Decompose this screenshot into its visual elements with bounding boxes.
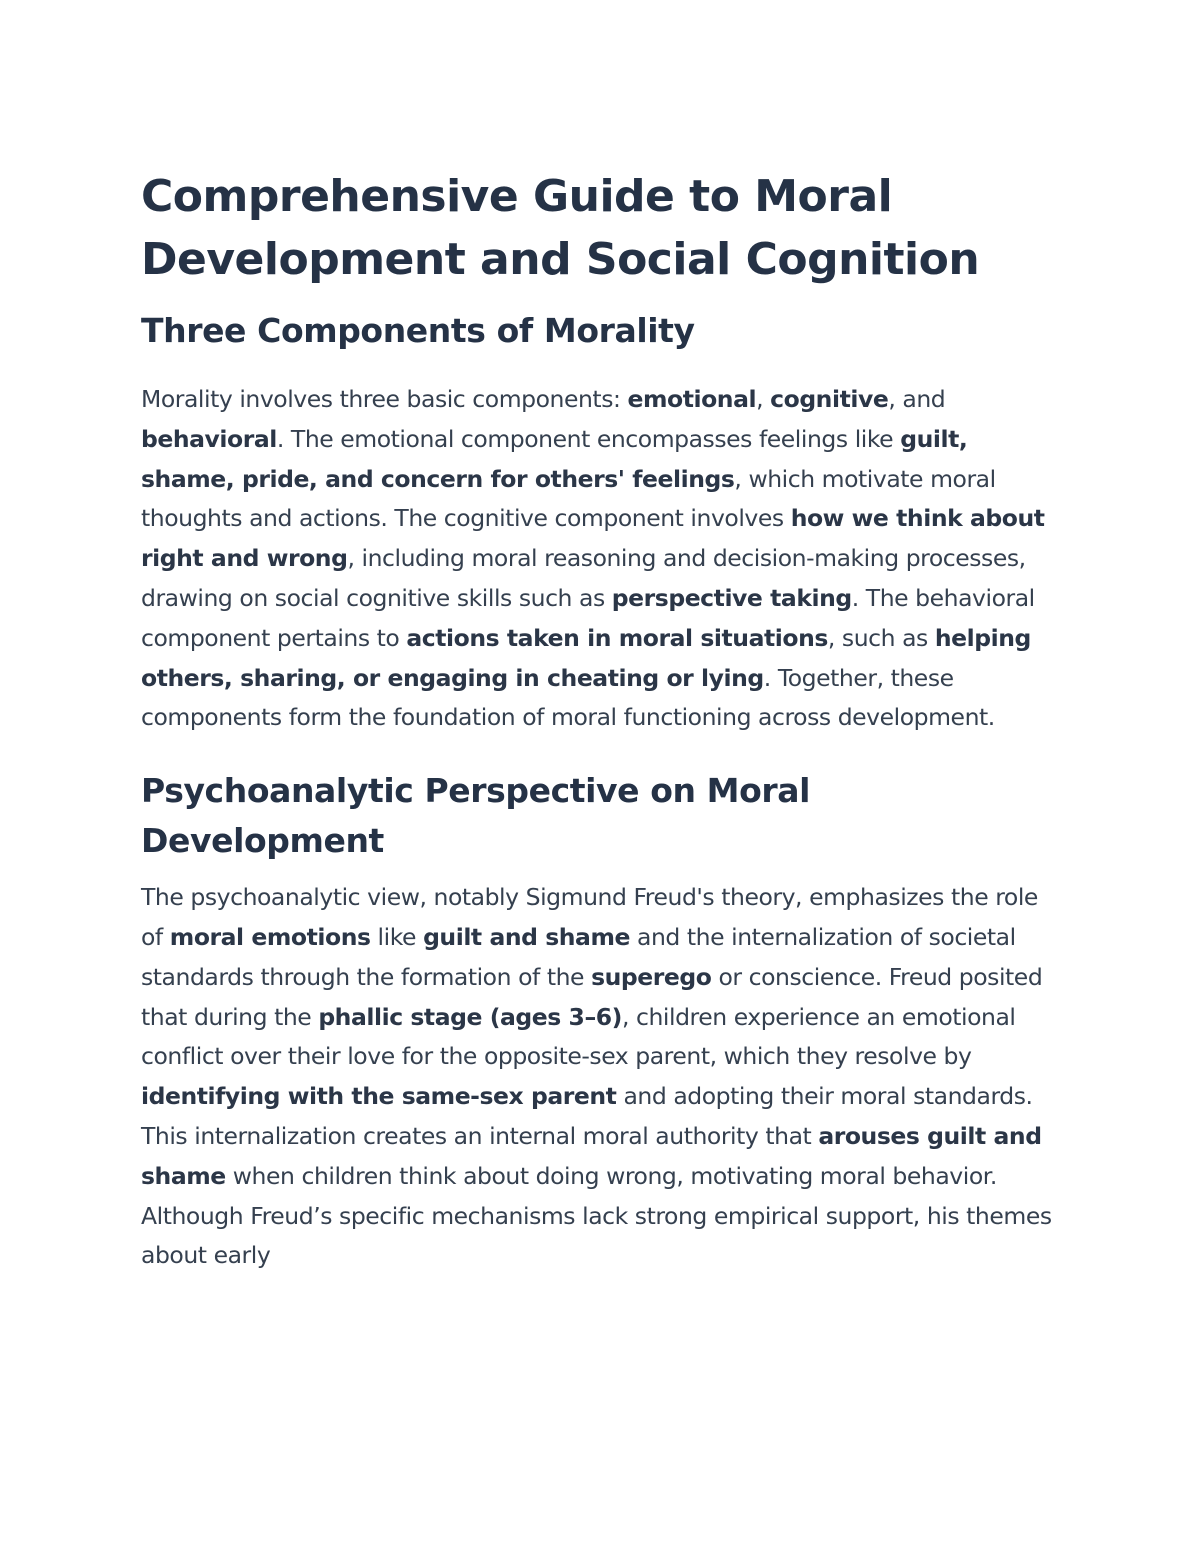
emphasis-text: guilt, shame, pride, and concern for others' feelings xyxy=(141,424,968,493)
emphasis-text: arouses guilt and shame xyxy=(141,1121,1042,1190)
emphasis-text: perspective taking xyxy=(611,583,852,612)
body-text: . Together, these components form the foundation of moral functioning across development. xyxy=(141,663,995,732)
body-text: , including moral reasoning and decision-making processes, drawing on social cognitive skills such as xyxy=(141,544,1026,612)
body-text: or conscience. Freud posited that during the xyxy=(141,962,1043,1031)
emphasis-text: how we think about right and wrong xyxy=(141,504,1045,573)
emphasis-text: actions taken in moral situations xyxy=(406,623,828,652)
body-text: like xyxy=(370,922,424,951)
emphasis-text: emotional xyxy=(627,385,757,413)
document-page xyxy=(141,165,1061,1276)
body-text: , which motivate moral thoughts and actions. The cognitive component involves xyxy=(141,464,996,533)
body-text: Morality involves three basic components: xyxy=(141,385,628,413)
section-paragraph-components xyxy=(141,380,1061,738)
body-text: . The emotional component encompasses feelings like xyxy=(276,424,901,453)
body-text: , and xyxy=(888,385,946,413)
body-text: , xyxy=(756,385,771,413)
body-text: , children experience an emotional conflict over their love for the opposite-sex parent, which they resolve by xyxy=(141,1002,1016,1071)
body-text: , such as xyxy=(827,623,935,652)
section-heading-psychoanalytic: Psychoanalytic Perspective on Moral Development xyxy=(141,771,811,861)
emphasis-text: superego xyxy=(591,962,712,991)
emphasis-text: moral emotions xyxy=(169,922,371,951)
emphasis-text: helping others, sharing, or engaging in cheating or lying xyxy=(141,623,1031,692)
body-text: The psychoanalytic view, notably Sigmund Freud's theory, emphasizes the role of xyxy=(141,883,1038,951)
section-paragraph-psychoanalytic xyxy=(141,878,1061,1276)
body-text: . The behavioral component pertains to xyxy=(141,583,1035,652)
emphasis-text: behavioral xyxy=(141,424,277,453)
document-title: Comprehensive Guide to Moral Development and Social Cognition xyxy=(141,171,980,285)
emphasis-text: identifying with the same-sex parent xyxy=(141,1082,617,1111)
emphasis-text: phallic stage (ages 3–6) xyxy=(318,1002,622,1031)
emphasis-text: guilt and shame xyxy=(423,922,630,951)
emphasis-text: cognitive xyxy=(770,385,889,413)
body-text: when children think about doing wrong, motivating moral behavior. Although Freud’s specific mechanisms lack strong empirical support, his themes about early xyxy=(141,1161,1052,1270)
section-heading-components: Three Components of Morality xyxy=(141,311,695,350)
body-text: and the internalization of societal standards through the formation of the xyxy=(141,922,1016,991)
body-text: and adopting their moral standards. This internalization creates an internal moral authority that xyxy=(141,1082,1033,1150)
